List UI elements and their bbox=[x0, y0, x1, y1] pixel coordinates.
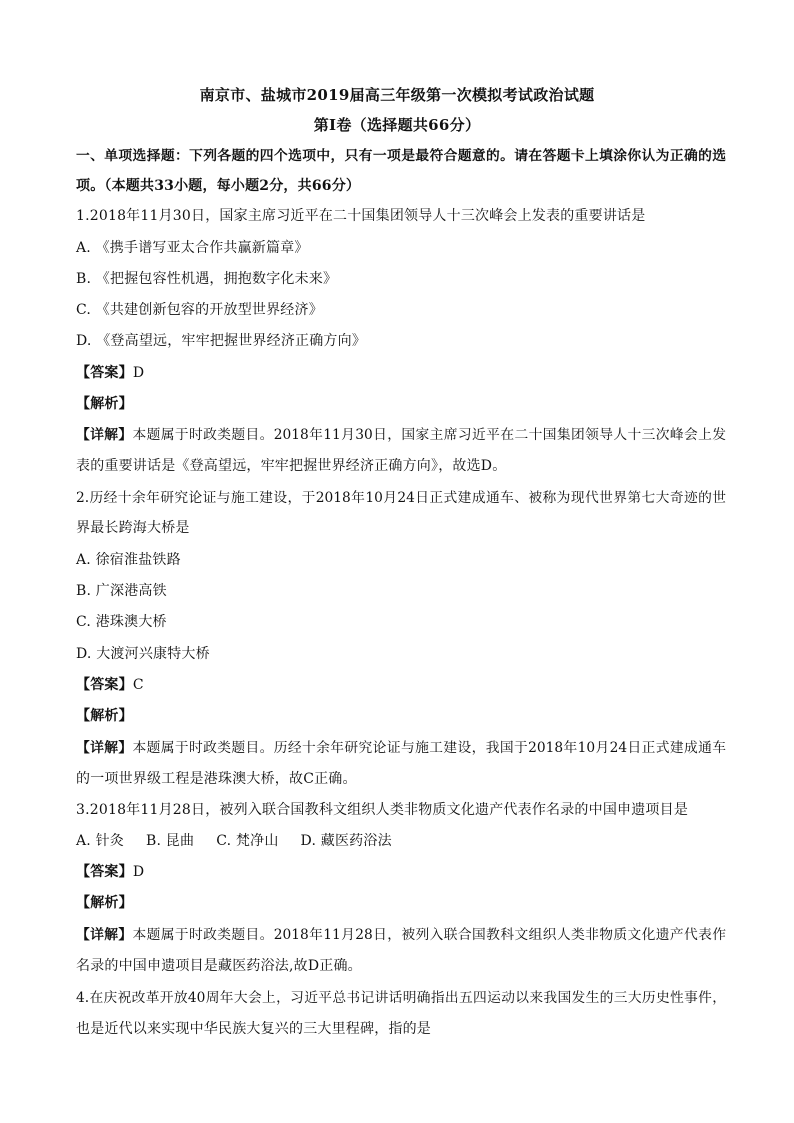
q1-answer bbox=[76, 363, 726, 383]
document-title: 南京市、盐城市2019届高三年级第一次模拟考试政治试题 bbox=[199, 86, 595, 104]
detail-text: 本题属于时政类题目。历经十余年研究论证与施工建设，我国于2018年10月24日正式建成通车 bbox=[132, 740, 726, 756]
q2-stem-line2: 界最长跨海大桥是 bbox=[76, 520, 190, 536]
q2-detail-line2: 的一项世界级工程是港珠澳大桥，故C正确。 bbox=[76, 771, 357, 787]
q2-detail-line1 bbox=[76, 738, 726, 758]
q2-option-d: D. 大渡河兴康特大桥 bbox=[76, 646, 210, 662]
q3-answer bbox=[76, 862, 726, 882]
q1-detail-line2: 表的重要讲话是《登高望远，牢牢把握世界经济正确方向》，故选D。 bbox=[76, 458, 507, 474]
detail-label: 【详解】 bbox=[76, 740, 133, 756]
q2-answer bbox=[76, 675, 726, 695]
q3-stem: 3.2018年11月28日，被列入联合国教科文组织人类非物质文化遗产代表作名录的中国申遗项目是 bbox=[76, 802, 689, 818]
section-heading-line2: 项。（本题共33小题，每小题2分，共66分） bbox=[76, 178, 361, 194]
q2-analysis-label: 【解析】 bbox=[76, 708, 133, 724]
q2-stem-line1: 2.历经十余年研究论证与施工建设，于2018年10月24日正式建成通车、被称为现代世界第七大奇迹的世 bbox=[76, 490, 726, 506]
q3-options bbox=[76, 831, 726, 851]
q3-option-c: C. 梵净山 bbox=[216, 833, 279, 849]
answer-value: D bbox=[132, 365, 145, 381]
q4-stem-line2: 也是近代以来实现中华民族大复兴的三大里程碑，指的是 bbox=[76, 1021, 431, 1037]
q3-option-d: D. 藏医药浴法 bbox=[300, 833, 392, 849]
answer-label: 【答案】 bbox=[76, 864, 133, 880]
q3-analysis-label: 【解析】 bbox=[76, 895, 133, 911]
detail-label: 【详解】 bbox=[76, 927, 133, 943]
detail-label: 【详解】 bbox=[76, 427, 133, 443]
q3-option-b: B. 昆曲 bbox=[146, 833, 195, 849]
q3-detail-line1 bbox=[76, 925, 726, 945]
q1-stem: 1.2018年11月30日，国家主席习近平在二十国集团领导人十三次峰会上发表的重要讲话是 bbox=[76, 208, 646, 224]
q4-stem-line1: 4.在庆祝改革开放40周年大会上，习近平总书记讲话明确指出五四运动以来我国发生的三大历史性事件， bbox=[76, 990, 726, 1006]
q3-detail-line2: 名录的中国申遗项目是藏医药浴法,故D正确。 bbox=[76, 958, 362, 974]
document-subtitle: 第Ⅰ卷（选择题共66分） bbox=[313, 116, 481, 134]
q3-option-a: A. 针灸 bbox=[76, 833, 125, 849]
q2-option-a: A. 徐宿淮盐铁路 bbox=[76, 552, 181, 568]
section-heading-line1: 一、单项选择题：下列各题的四个选项中，只有一项是最符合题意的。请在答题卡上填涂你认为正确的选 bbox=[76, 148, 726, 164]
q1-option-a: A. 《携手谱写亚太合作共赢新篇章》 bbox=[76, 240, 309, 256]
detail-text: 本题属于时政类题目。2018年11月30日，国家主席习近平在二十国集团领导人十三次峰会上发 bbox=[132, 427, 726, 443]
q2-option-c: C. 港珠澳大桥 bbox=[76, 614, 167, 630]
q1-option-d: D. 《登高望远，牢牢把握世界经济正确方向》 bbox=[76, 333, 367, 349]
q1-option-c: C. 《共建创新包容的开放型世界经济》 bbox=[76, 302, 323, 318]
q1-detail-line1 bbox=[76, 425, 726, 445]
detail-text: 本题属于时政类题目。2018年11月28日，被列入联合国教科文组织人类非物质文化遗产代表作 bbox=[132, 927, 726, 943]
q1-analysis-label: 【解析】 bbox=[76, 396, 133, 412]
answer-label: 【答案】 bbox=[76, 677, 133, 693]
answer-value: D bbox=[132, 864, 145, 880]
answer-label: 【答案】 bbox=[76, 365, 133, 381]
q1-option-b: B. 《把握包容性机遇，拥抱数字化未来》 bbox=[76, 271, 338, 287]
answer-value: C bbox=[132, 677, 144, 693]
q2-option-b: B. 广深港高铁 bbox=[76, 583, 167, 599]
